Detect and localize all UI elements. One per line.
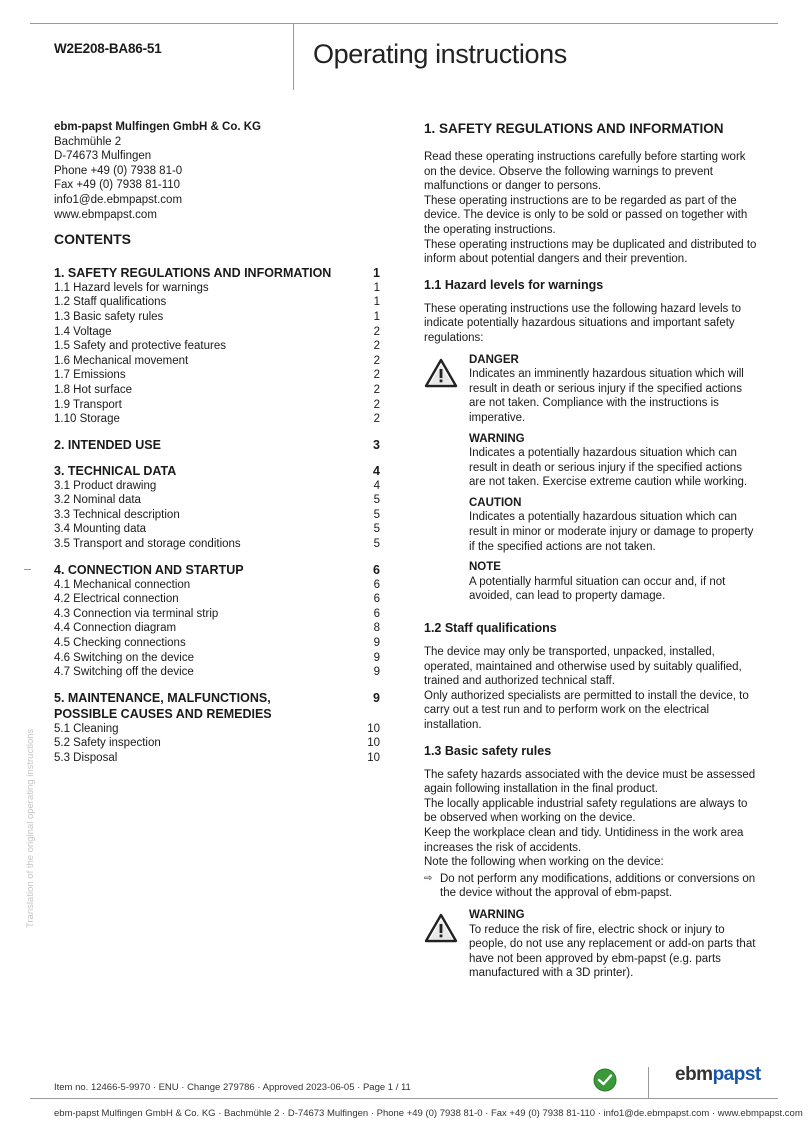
toc-page: 2 xyxy=(373,340,380,353)
toc-page: 2 xyxy=(373,354,380,367)
toc-item[interactable] xyxy=(54,339,380,354)
toc-item[interactable] xyxy=(54,621,380,636)
toc-item-label: 3.5 Transport and storage conditions xyxy=(54,538,241,551)
toc-item-label: 3.3 Technical description xyxy=(54,508,180,521)
toc-item-label: 5.3 Disposal xyxy=(54,752,118,764)
toc-item[interactable] xyxy=(54,592,380,607)
toc-item-label: 1.3 Basic safety rules xyxy=(54,310,164,323)
toc-item[interactable] xyxy=(54,751,380,766)
contents-title: CONTENTS xyxy=(54,231,131,248)
warning-triangle-icon xyxy=(424,913,458,943)
toc-page: 9 xyxy=(373,666,380,679)
toc-page: 6 xyxy=(373,562,380,577)
toc-page: 5 xyxy=(373,538,380,551)
warning-box xyxy=(424,908,758,981)
right-column xyxy=(424,120,758,981)
toc-page: 5 xyxy=(373,494,380,507)
toc-section[interactable] xyxy=(54,437,380,453)
company-website: www.ebmpapst.com xyxy=(54,208,157,221)
hazard-text: Indicates a potentially hazardous situation which can result in minor or moderate injury or damage to property if the specified actions are not taken. xyxy=(469,511,754,553)
bullet-text: Do not perform any modifications, additions or conversions on the device without the approval of ebm-papst. xyxy=(440,872,756,900)
subsection-heading: 1.1 Hazard levels for warnings xyxy=(424,277,604,292)
toc-item-label: 4.1 Mechanical connection xyxy=(54,578,191,591)
toc-page: 10 xyxy=(367,722,380,735)
toc-item-label: 4.6 Switching on the device xyxy=(54,651,195,664)
toc-page: 10 xyxy=(367,752,380,764)
toc-page: 1 xyxy=(373,310,380,323)
toc-page: 9 xyxy=(373,637,380,650)
left-column xyxy=(54,120,380,766)
toc-item[interactable] xyxy=(54,607,380,622)
toc-item-label: 4.4 Connection diagram xyxy=(54,622,177,635)
hazard-title: WARNING xyxy=(469,432,525,445)
toc-item-label: 5.2 Safety inspection xyxy=(54,737,161,750)
toc-item[interactable] xyxy=(54,636,380,651)
toc-section-title: 2. INTENDED USE xyxy=(54,437,161,452)
paragraph: These operating instructions may be duplicated and distributed to inform about potential dangers and their prevention. xyxy=(424,238,757,266)
hazard-caution xyxy=(469,496,758,554)
toc-item-label: 4.2 Electrical connection xyxy=(54,593,179,606)
header-top-rule xyxy=(30,23,778,24)
toc-page: 5 xyxy=(373,508,380,521)
hazard-title: NOTE xyxy=(469,561,501,574)
document-title: Operating instructions xyxy=(313,39,567,69)
company-fax: Fax +49 (0) 7938 81-110 xyxy=(54,179,181,192)
subsection-heading: 1.2 Staff qualifications xyxy=(424,621,557,636)
footer-divider xyxy=(648,1067,649,1099)
paragraph: These operating instructions are to be regarded as part of the device. The device is only to be sold or passed on together with the operating instructions. xyxy=(424,194,748,236)
safety-rules-text xyxy=(424,768,758,870)
toc-page: 4 xyxy=(373,463,380,478)
toc-item-label: 1.1 Hazard levels for warnings xyxy=(54,281,209,294)
toc-item-label: 5.1 Cleaning xyxy=(54,722,119,735)
hazard-title: WARNING xyxy=(469,908,525,921)
paragraph: The locally applicable industrial safety regulations are always to be observed when working on the device. xyxy=(424,797,748,825)
paragraph: Read these operating instructions carefully before starting work on the device. Observe the following warnings to prevent malfunctions or danger to persons. xyxy=(424,151,746,193)
company-street: Bachmühle 2 xyxy=(54,135,122,148)
header-divider xyxy=(293,24,294,90)
toc-item-label: 1.9 Transport xyxy=(54,398,122,411)
hazard-text: Indicates an imminently hazardous situation which will result in death or serious injury if the specified actions are not taken. Compliance with the instructions is imperative. xyxy=(469,368,744,424)
toc-page: 6 xyxy=(373,593,380,606)
paragraph: These operating instructions use the following hazard levels to indicate potentially hazardous situations and important safety regulations: xyxy=(424,302,742,344)
toc-item-label: 1.8 Hot surface xyxy=(54,383,132,396)
hazard-text: Indicates a potentially hazardous situation which can result in death or serious injury if the specified actions are not taken. Exercise extreme caution while working. xyxy=(469,447,748,489)
paragraph: Note the following when working on the device: xyxy=(424,856,664,869)
toc-item-label: 3.4 Mounting data xyxy=(54,523,147,536)
staff-text xyxy=(424,645,758,733)
warning-triangle-icon xyxy=(424,358,458,388)
toc-page: 4 xyxy=(373,479,380,492)
toc-item[interactable] xyxy=(54,295,380,310)
toc-item[interactable] xyxy=(54,412,380,427)
toc-item[interactable] xyxy=(54,398,380,413)
hazard-title: CAUTION xyxy=(469,496,522,509)
toc-item[interactable] xyxy=(54,310,380,325)
paragraph: The safety hazards associated with the device must be assessed again following installation in the final product. xyxy=(424,768,756,796)
toc-section[interactable] xyxy=(54,690,380,722)
toc-item[interactable] xyxy=(54,537,380,552)
toc-item[interactable] xyxy=(54,651,380,666)
toc-item[interactable] xyxy=(54,493,380,508)
toc-section[interactable] xyxy=(54,265,380,281)
toc-item-label: 1.6 Mechanical movement xyxy=(54,354,189,367)
toc-page: 2 xyxy=(373,369,380,382)
bullet-item xyxy=(424,872,758,901)
footer-company-info: ebm-papst Mulfingen GmbH & Co. KG · Bachmühle 2 · D-74673 Mulfingen · Phone +49 (0) 7938 81-0 · Fax +49 (0) 7938 81-110 · info1@de.ebmpapst.com · www.ebmpapst.com xyxy=(54,1108,803,1119)
subsection-heading: 1.3 Basic safety rules xyxy=(424,743,552,758)
toc-item[interactable] xyxy=(54,722,380,737)
toc-item-label: 3.1 Product drawing xyxy=(54,479,157,492)
toc-item[interactable] xyxy=(54,665,380,680)
toc-item-label: 1.7 Emissions xyxy=(54,369,126,382)
section-heading: 1. SAFETY REGULATIONS AND INFORMATION xyxy=(424,121,724,136)
company-phone: Phone +49 (0) 7938 81-0 xyxy=(54,164,183,177)
toc-page: 2 xyxy=(373,413,380,426)
toc-page: 6 xyxy=(373,578,380,591)
toc-item[interactable] xyxy=(54,325,380,340)
footer-rule xyxy=(30,1098,778,1099)
ebmpapst-logo: ebmpapst xyxy=(675,1064,761,1085)
toc-page: 1 xyxy=(373,265,380,280)
toc-item-label: 1.5 Safety and protective features xyxy=(54,340,226,353)
model-number: W2E208-BA86-51 xyxy=(54,41,162,56)
toc-page: 2 xyxy=(373,325,380,338)
toc-page: 9 xyxy=(373,690,380,705)
toc-page: 3 xyxy=(373,437,380,452)
hazard-danger xyxy=(469,353,758,426)
translation-note: Translation of the original operating instructions xyxy=(25,728,36,928)
green-tech-badge-icon xyxy=(593,1068,617,1092)
toc-section-title: 5. MAINTENANCE, MALFUNCTIONS, POSSIBLE CAUSES AND REMEDIES xyxy=(54,690,272,721)
paragraph: Keep the workplace clean and tidy. Untidiness in the work area increases the risk of accidents. xyxy=(424,826,744,854)
paragraph: Only authorized specialists are permitted to install the device, to carry out a test run and to perform work on the electrical installation. xyxy=(424,689,749,731)
toc-page: 8 xyxy=(373,622,380,635)
toc-item[interactable] xyxy=(54,508,380,523)
toc-item[interactable] xyxy=(54,578,380,593)
toc-item-label: 1.10 Storage xyxy=(54,413,120,426)
hazard-title: DANGER xyxy=(469,353,519,366)
intro-text xyxy=(424,150,758,267)
toc-section[interactable] xyxy=(54,463,380,479)
toc-section-title: 1. SAFETY REGULATIONS AND INFORMATION xyxy=(54,265,332,280)
toc-page: 9 xyxy=(373,651,380,664)
hazard-levels xyxy=(424,353,758,611)
toc-section-title: 4. CONNECTION AND STARTUP xyxy=(54,562,244,577)
paragraph: The device may only be transported, unpacked, installed, operated, maintained and otherwise used by suitably qualified, trained and authorized technical staff. xyxy=(424,646,742,688)
toc-item-label: 4.5 Checking connections xyxy=(54,637,186,650)
toc-page: 6 xyxy=(373,607,380,620)
toc-item[interactable] xyxy=(54,354,380,369)
company-email: info1@de.ebmpapst.com xyxy=(54,193,183,206)
toc-page: 10 xyxy=(367,737,380,750)
toc-item-label: 4.7 Switching off the device xyxy=(54,666,194,679)
toc-page: 5 xyxy=(373,523,380,536)
toc-item[interactable] xyxy=(54,281,380,296)
toc-page: 1 xyxy=(373,281,380,294)
toc-section[interactable] xyxy=(54,562,380,578)
toc-item[interactable] xyxy=(54,736,380,751)
hazard-note xyxy=(469,560,758,604)
arrow-bullet-icon: ⇨ xyxy=(424,872,433,884)
toc-item-label: 3.2 Nominal data xyxy=(54,494,141,507)
hazard-text: A potentially harmful situation can occur and, if not avoided, can lead to property damage. xyxy=(469,575,726,603)
toc-section-title: 3. TECHNICAL DATA xyxy=(54,463,177,478)
toc-item[interactable] xyxy=(54,522,380,537)
toc xyxy=(54,265,380,766)
hazard-warning xyxy=(469,432,758,490)
company-city: D-74673 Mulfingen xyxy=(54,150,152,163)
toc-item-label: 1.4 Voltage xyxy=(54,325,112,338)
toc-page: 1 xyxy=(373,296,380,309)
company-name: ebm-papst Mulfingen GmbH & Co. KG xyxy=(54,121,261,133)
toc-item-label: 4.3 Connection via terminal strip xyxy=(54,607,219,620)
toc-item[interactable] xyxy=(54,368,380,383)
item-info: Item no. 12466-5-9970 · ENU · Change 279786 · Approved 2023-06-05 · Page 1 / 11 xyxy=(54,1082,411,1093)
toc-page: 2 xyxy=(373,398,380,411)
toc-item[interactable] xyxy=(54,383,380,398)
fold-mark xyxy=(24,569,31,570)
toc-page: 2 xyxy=(373,383,380,396)
toc-item[interactable] xyxy=(54,479,380,494)
toc-item-label: 1.2 Staff qualifications xyxy=(54,296,167,309)
hazard-text: To reduce the risk of fire, electric shock or injury to people, do not use any replacement or add-on parts that have not been approved by ebm-papst (e.g. parts manufactured with a 3D printer). xyxy=(469,923,756,980)
